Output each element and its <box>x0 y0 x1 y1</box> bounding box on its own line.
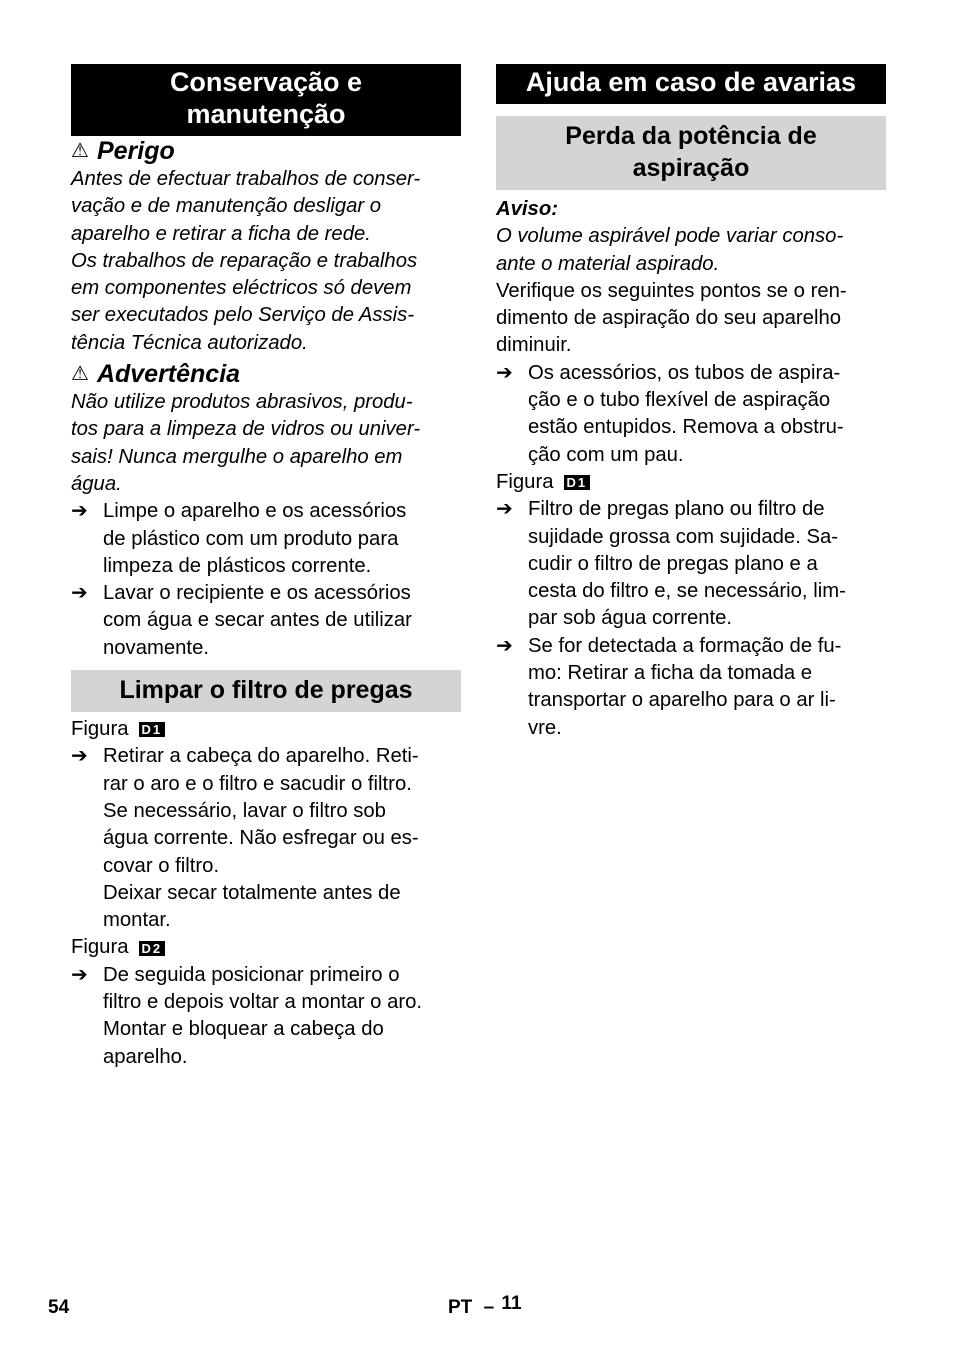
list-item <box>71 580 461 662</box>
figure-label: Figura <box>71 718 129 741</box>
arrow-right-icon: ➔ <box>496 634 513 657</box>
figure-reference <box>496 469 886 496</box>
danger-text: Antes de efectuar trabalhos de conser- vação e de manutenção desligar o aparelho e retirar a ficha de rede. Os trabalhos de reparação e trabalhos em componentes eléctricos só devem ser executados pelo Serviço de Assis- tência Técnica autorizado. <box>71 168 421 354</box>
warning-text: Não utilize produtos abrasivos, produ- tos para a limpeza de vidros ou univer- sais! Nunca mergulhe o aparelho em água. <box>71 391 421 495</box>
bullet-text: De seguida posicionar primeiro o filtro e depois voltar a montar o aro. Montar e bloquear a cabeça do aparelho. <box>103 963 423 1068</box>
right-column <box>496 64 886 742</box>
list-item <box>496 633 886 742</box>
figure-badge: D2 <box>139 941 166 956</box>
bullet-text: Lavar o recipiente e os acessórios com água e secar antes de utilizar novamente. <box>103 582 412 659</box>
arrow-right-icon: ➔ <box>71 745 88 768</box>
bullet-text: Limpe o aparelho e os acessórios de plástico com um produto para limpeza de plásticos corrente. <box>103 500 407 577</box>
warning-title: Advertência <box>96 360 241 389</box>
figure-label: Figura <box>496 470 554 493</box>
list-item <box>71 498 461 580</box>
note-text: O volume aspirável pode variar conso- ante o material aspirado. <box>496 225 844 275</box>
page-number: 54 <box>48 1297 70 1318</box>
warning-heading <box>71 359 461 389</box>
figure-reference <box>71 934 461 961</box>
left-column <box>71 64 461 1071</box>
figure-badge: D1 <box>564 475 591 490</box>
intro-text: Verifique os seguintes pontos se o ren- dimento de aspiração do seu aparelho diminuir. <box>496 279 847 357</box>
figure-badge: D1 <box>139 722 166 737</box>
list-item <box>496 360 886 469</box>
list-item <box>71 962 461 1071</box>
figure-reference <box>71 716 461 743</box>
bullet-text: Os acessórios, os tubos de aspira- ção e o tubo flexível de aspiração estão entupidos. Remova a obstru- ção com um pau. <box>528 361 844 466</box>
danger-title: Perigo <box>96 137 175 165</box>
subsection-title-suction-loss: Perda da potência de aspiração <box>496 116 886 190</box>
footer-section-number: 11 <box>501 1293 522 1314</box>
danger-heading <box>71 136 461 166</box>
list-item <box>71 743 461 934</box>
figure-label: Figura <box>71 936 129 959</box>
warning-triangle-icon: ⚠ <box>71 140 89 162</box>
arrow-right-icon: ➔ <box>71 500 88 523</box>
list-item <box>496 496 886 632</box>
note-title: Aviso: <box>496 198 558 220</box>
arrow-right-icon: ➔ <box>496 361 513 384</box>
footer-dash: – <box>483 1297 495 1318</box>
arrow-right-icon: ➔ <box>71 963 88 986</box>
section-title-maintenance: Conservação e manutenção <box>71 64 461 136</box>
section-title-troubleshooting: Ajuda em caso de avarias <box>496 64 886 104</box>
bullet-text: Filtro de pregas plano ou filtro de sujidade grossa com sujidade. Sa- cudir o filtro de pregas plano e a cesta do filtro e, se necessário, lim- par sob água corrente. <box>528 498 846 630</box>
footer-language: PT <box>448 1297 473 1318</box>
arrow-right-icon: ➔ <box>71 582 88 605</box>
bullet-text: Se for detectada a formação de fu- mo: Retirar a ficha da tomada e transportar o aparelho para o ar li- vre. <box>528 634 842 739</box>
footer-section-page <box>448 1293 522 1320</box>
section-title-filter: Limpar o filtro de pregas <box>71 670 461 712</box>
warning-triangle-icon: ⚠ <box>71 363 89 386</box>
arrow-right-icon: ➔ <box>496 498 513 521</box>
bullet-text: Retirar a cabeça do aparelho. Reti- rar o aro e o filtro e sacudir o filtro. Se necessário, lavar o filtro sob água corrente. Não esfregar ou es- covar o filtro. Deixar secar totalmente antes de montar. <box>103 745 419 932</box>
